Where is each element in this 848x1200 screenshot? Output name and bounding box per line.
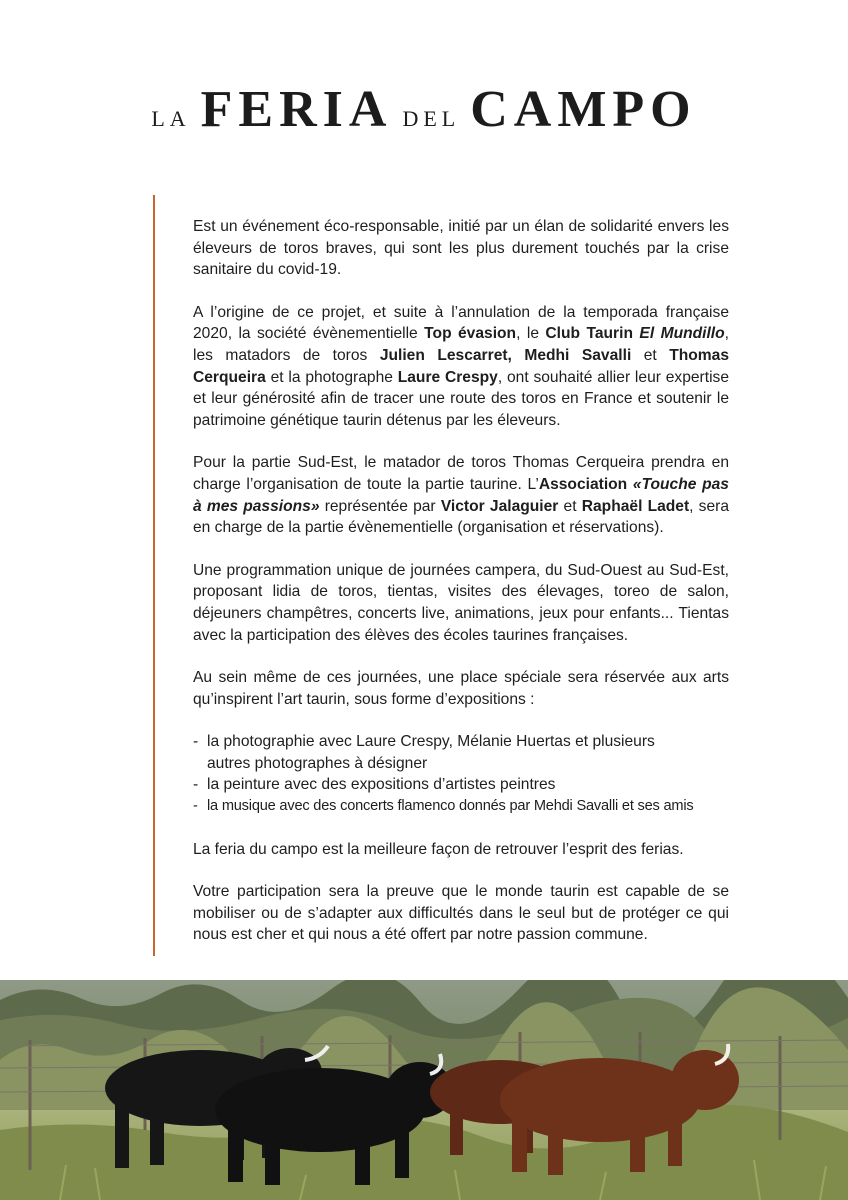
title-word-feria: FERIA — [200, 81, 393, 138]
paragraph-programmation: Une programmation unique de journées campera, du Sud-Ouest au Sud-Est, proposant lidia de toros, tientas, visites des élevages, toreo de salon, déjeuners champêtres, concerts live, animations, jeux pour enfants... Tientas avec la participation des élèves des écoles taurines françaises. — [193, 561, 729, 644]
paragraph-esprit: La feria du campo est la meilleure façon de retrouver l’esprit des ferias. — [193, 840, 684, 858]
title-word-campo: CAMPO — [470, 81, 697, 138]
paragraph-intro: Est un événement éco-responsable, initié par un élan de solidarité envers les éleveurs de toros braves, qui sont les plus durement touchés par la crise sanitaire du covid-19. — [193, 218, 729, 279]
list-item: - la musique avec des concerts flamenco donnés par Mehdi Savalli et ses amis — [193, 798, 694, 815]
list-item: - la peinture avec des expositions d’artistes peintres — [193, 776, 556, 794]
bulls-photo — [0, 980, 848, 1200]
paragraph-arts: Au sein même de ces journées, une place spéciale sera réservée aux arts qu’inspirent l’art taurin, sous forme d’expositions : — [193, 669, 729, 708]
title-word-del: DEL — [402, 106, 461, 131]
list-item: - la photographie avec Laure Crespy, Mélanie Huertas et plusieurs autres photographes à désigner — [193, 733, 655, 772]
accent-vertical-rule — [153, 195, 155, 956]
paragraph-sud-est: Pour la partie Sud-Est, le matador de toros Thomas Cerqueira prendra en charge l’organisation de toute la partie taurine. L’Association «Touche pas à mes passions» représentée par Victor Jalaguier et Raphaël Ladet, sera en charge de la partie évènementielle (organisation et réservations). — [193, 454, 730, 537]
title-word-la: LA — [151, 106, 191, 131]
expositions-list — [193, 731, 729, 817]
paragraph-origin: A l’origine de ce projet, et suite à l’annulation de la temporada française 2020, la société évènementielle Top évasion, le Club Taurin El Mundillo, les matadors de toros Julien Lescarret, Medhi Savalli et Thomas Cerqueira et la photographe Laure Crespy, ont souhaité allier leur expertise et leur générosité afin de tracer une route des toros en France et soutenir le patrimoine génétique taurin détenus par les éleveurs. — [193, 303, 730, 429]
paragraph-conclusion: Votre participation sera la preuve que le monde taurin est capable de se mobiliser ou de s’adapter aux difficultés dans le seul but de protéger ce qui nous est cher et qui nous a été offert par notre passion commune. — [193, 883, 729, 944]
body-text — [193, 216, 729, 967]
page-title — [0, 80, 848, 139]
